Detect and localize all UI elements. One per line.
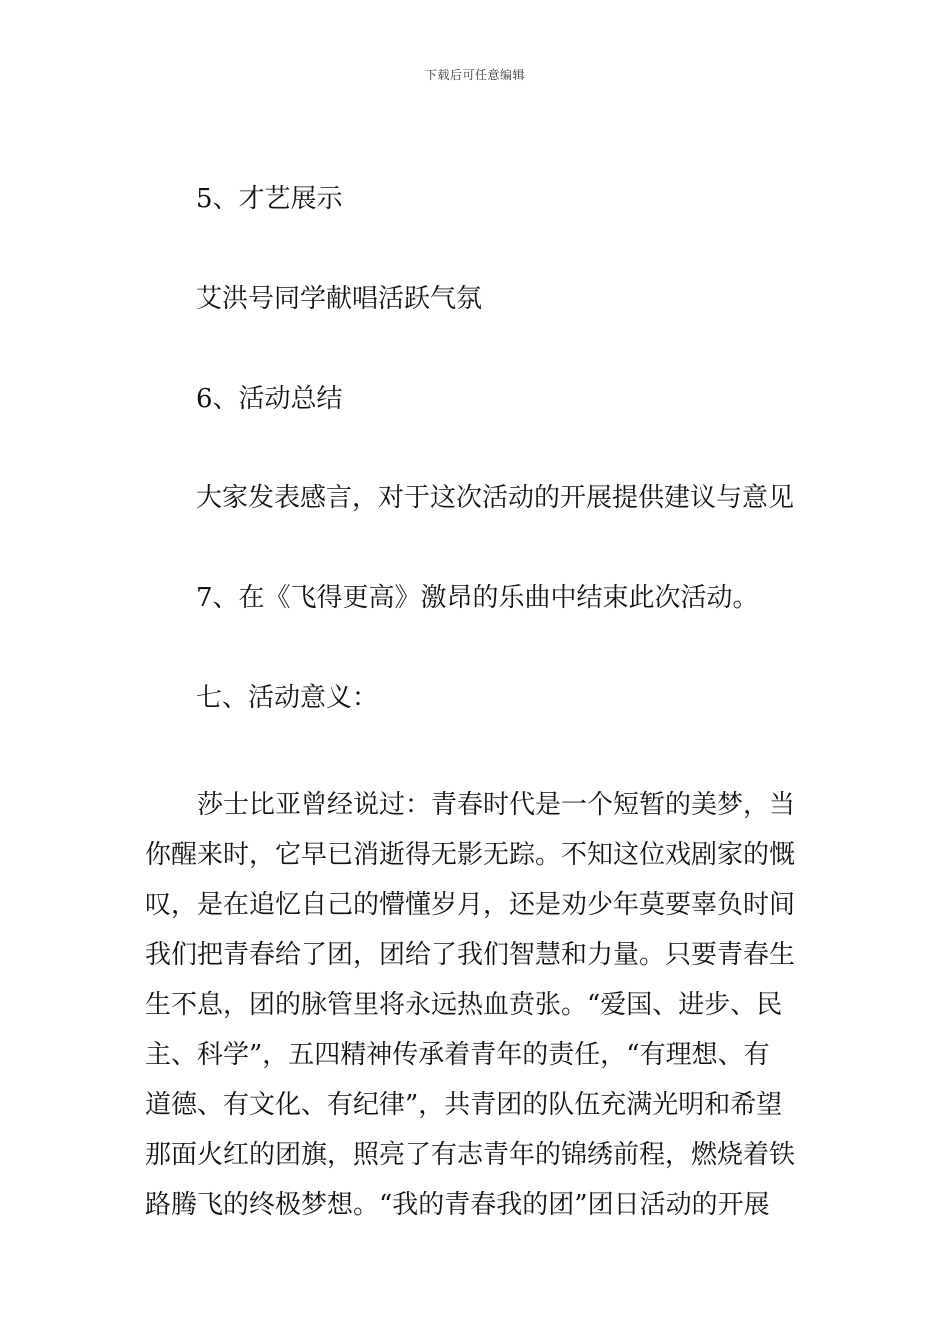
paragraph-line: 叹，是在追忆自己的懵懂岁月，还是劝少年莫要辜负时间 bbox=[145, 890, 796, 920]
paragraph-line: 主、科学”，五四精神传承着青年的责任，“有理想、有 bbox=[145, 1040, 770, 1070]
section-heading-significance: 七、活动意义： bbox=[196, 683, 379, 713]
significance-paragraph bbox=[145, 780, 815, 1230]
paragraph-line: 我们把青春给了团，团给了我们智慧和力量。只要青春生 bbox=[145, 940, 796, 970]
item-talent-show: 5、才艺展示 bbox=[196, 184, 343, 214]
paragraph-line: 莎士比亚曾经说过：青春时代是一个短暂的美梦，当 bbox=[145, 790, 796, 820]
item-feedback: 大家发表感言，对于这次活动的开展提供建议与意见 bbox=[196, 483, 795, 513]
item-closing: 7、在《飞得更高》激昂的乐曲中结束此次活动。 bbox=[196, 583, 759, 613]
paragraph-line: 生不息，团的脉管里将永远热血贲张。“爱国、进步、民 bbox=[145, 990, 783, 1020]
paragraph-line: 那面火红的团旗，照亮了有志青年的锦绣前程，燃烧着铁 bbox=[145, 1140, 796, 1170]
paragraph-line: 你醒来时，它早已消逝得无影无踪。不知这位戏剧家的慨 bbox=[145, 840, 796, 870]
item-activity-summary: 6、活动总结 bbox=[196, 384, 343, 414]
item-singing: 艾洪号同学献唱活跃气氛 bbox=[196, 284, 483, 314]
paragraph-line: 路腾飞的终极梦想。“我的青春我的团”团日活动的开展 bbox=[145, 1190, 770, 1220]
page-header: 下载后可任意编辑 bbox=[424, 68, 525, 82]
paragraph-line: 道德、有文化、有纪律”，共青团的队伍充满光明和希望 bbox=[145, 1090, 783, 1120]
